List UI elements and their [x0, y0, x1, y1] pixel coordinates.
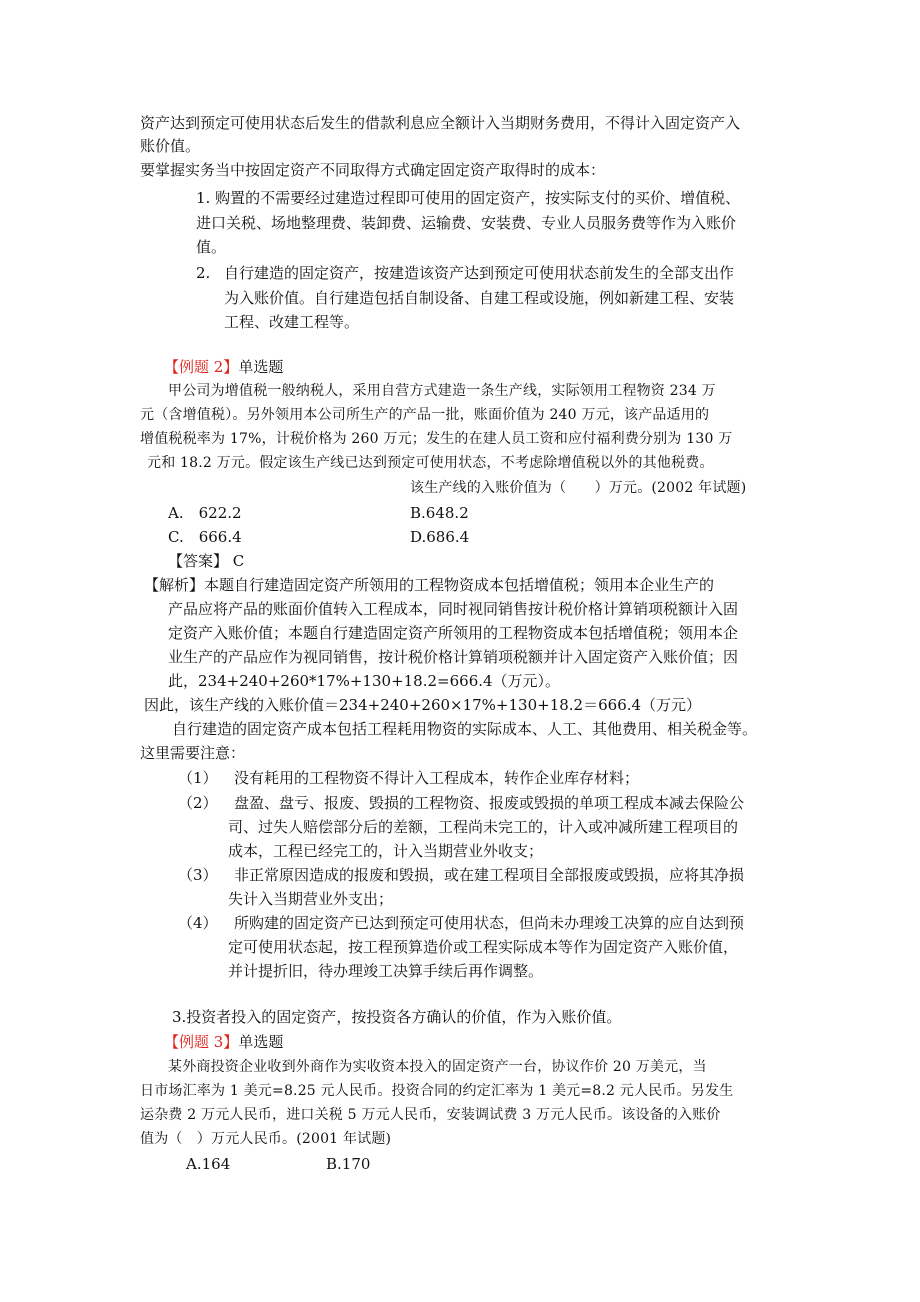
- list-item-text: 自行建造的固定资产，按建造该资产达到预定可使用状态前发生的全部支出作: [224, 264, 735, 282]
- question-line: 日市场汇率为 1 美元=8.25 元人民币。投资合同的约定汇率为 1 美元=8.2 元人民币。另发生: [140, 1083, 734, 1099]
- question-line: 甲公司为增值税一般纳税人，采用自营方式建造一条生产线，实际领用工程物资 234 万: [168, 383, 716, 399]
- example-type: 单选题: [238, 1033, 284, 1051]
- option-b: B.648.2: [410, 504, 469, 522]
- question-line: 某外商投资企业收到外商作为实收资本投入的固定资产一台，协议作价 20 万美元，当: [168, 1059, 707, 1075]
- list-item-text: 为入账价值。自行建造包括自制设备、自建工程或设施，例如新建工程、安装: [224, 289, 735, 307]
- example-type: 单选题: [238, 358, 284, 376]
- question-line: 元（含增值税）。另外领用本公司所生产的产品一批，账面价值为 240 万元，该产品适用的: [140, 407, 710, 423]
- list-item-text: 值。: [196, 238, 227, 256]
- question-line: 该生产线的入账价值为（ ）万元。(2002 年试题): [410, 480, 747, 496]
- example-heading: [164, 356, 283, 378]
- answer: 【答案】 C: [168, 552, 245, 570]
- question-line: 增值税税率为 17%，计税价格为 260 万元；发生的在建人员工资和应付福利费分别为 130 万: [140, 431, 733, 447]
- list-item-text: 工程、改建工程等。: [224, 313, 360, 331]
- list-item-text: 1. 购置的不需要经过建造过程即可使用的固定资产，按实际支付的买价、增值税、: [196, 189, 741, 207]
- note-number: （2）: [178, 794, 218, 812]
- note-text: 所购建的固定资产已达到预定可使用状态，但尚未办理竣工决算的应自达到预: [234, 914, 745, 932]
- option-d: D.686.4: [410, 528, 470, 546]
- note-text: 没有耗用的工程物资不得计入工程成本，转作企业库存材料；: [234, 769, 640, 787]
- option-a: A.164: [186, 1155, 231, 1173]
- analysis-line: 此，234+240+260*17%+130+18.2=666.4（万元）。: [168, 672, 561, 690]
- notes-intro: 这里需要注意：: [140, 744, 246, 762]
- example-heading: [164, 1031, 283, 1053]
- question-line: 值为（ ）万元人民币。(2001 年试题): [140, 1131, 392, 1147]
- example-tag: 【例题 3】: [164, 1033, 239, 1051]
- note-number: （1）: [178, 769, 218, 787]
- question-line: 运杂费 2 万元人民币，进口关税 5 万元人民币，安装调试费 3 万元人民币。该设备的入账价: [140, 1107, 721, 1123]
- note-text: 非正常原因造成的报废和毁损，或在建工程项目全部报废或毁损，应将其净损: [234, 866, 745, 884]
- intro-line: 账价值。: [140, 137, 201, 155]
- note-number: （3）: [178, 866, 218, 884]
- example-tag: 【例题 2】: [164, 358, 239, 376]
- option-a: A. 622.2: [168, 504, 242, 522]
- list-item-number: 2.: [196, 264, 211, 282]
- note-text: 司、过失人赔偿部分后的差额，工程尚未完工的，计入或冲减所建工程项目的: [228, 818, 739, 836]
- analysis-line: 定资产入账价值；本题自行建造固定资产所领用的工程物资成本包括增值税；领用本企: [168, 624, 739, 642]
- intro-line: 资产达到预定可使用状态后发生的借款利息应全额计入当期财务费用，不得计入固定资产入: [140, 114, 741, 132]
- note-text: 成本，工程已经完工的，计入当期营业外收支；: [228, 842, 544, 860]
- analysis-line: 产品应将产品的账面价值转入工程成本，同时视同销售按计税价格计算销项税额计入固: [168, 600, 739, 618]
- note-text: 失计入当期营业外支出；: [228, 890, 394, 908]
- intro-line: 要掌握实务当中按固定资产不同取得方式确定固定资产取得时的成本：: [140, 161, 606, 179]
- option-c: C. 666.4: [168, 528, 242, 546]
- list-item-text: 进口关税、场地整理费、装卸费、运输费、安装费、专业人员服务费等作为入账价: [196, 214, 737, 232]
- list-item-text: 3.投资者投入的固定资产，按投资各方确认的价值，作为入账价值。: [172, 1008, 622, 1026]
- note-text: 盘盈、盘亏、报废、毁损的工程物资、报废或毁损的单项工程成本减去保险公: [234, 794, 745, 812]
- option-b: B.170: [326, 1155, 371, 1173]
- question-line: 元和 18.2 万元。假定该生产线已达到预定可使用状态，不考虑除增值税以外的其他税费。: [147, 455, 714, 471]
- result-line: 因此，该生产线的入账价值＝234+240+260×17%+130+18.2＝666.4（万元）: [144, 696, 702, 714]
- analysis-line: 业生产的产品应作为视同销售，按计税价格计算销项税额并计入固定资产入账价值；因: [168, 648, 739, 666]
- note-text: 定可使用状态起，按工程预算造价或工程实际成本等作为固定资产入账价值，: [228, 938, 739, 956]
- analysis-line: 【解析】本题自行建造固定资产所领用的工程物资成本包括增值税；领用本企业生产的: [144, 576, 715, 594]
- note-number: （4）: [178, 914, 218, 932]
- notes-intro: 自行建造的固定资产成本包括工程耗用物资的实际成本、人工、其他费用、相关税金等。: [172, 720, 758, 738]
- note-text: 并计提折旧，待办理竣工决算手续后再作调整。: [228, 962, 544, 980]
